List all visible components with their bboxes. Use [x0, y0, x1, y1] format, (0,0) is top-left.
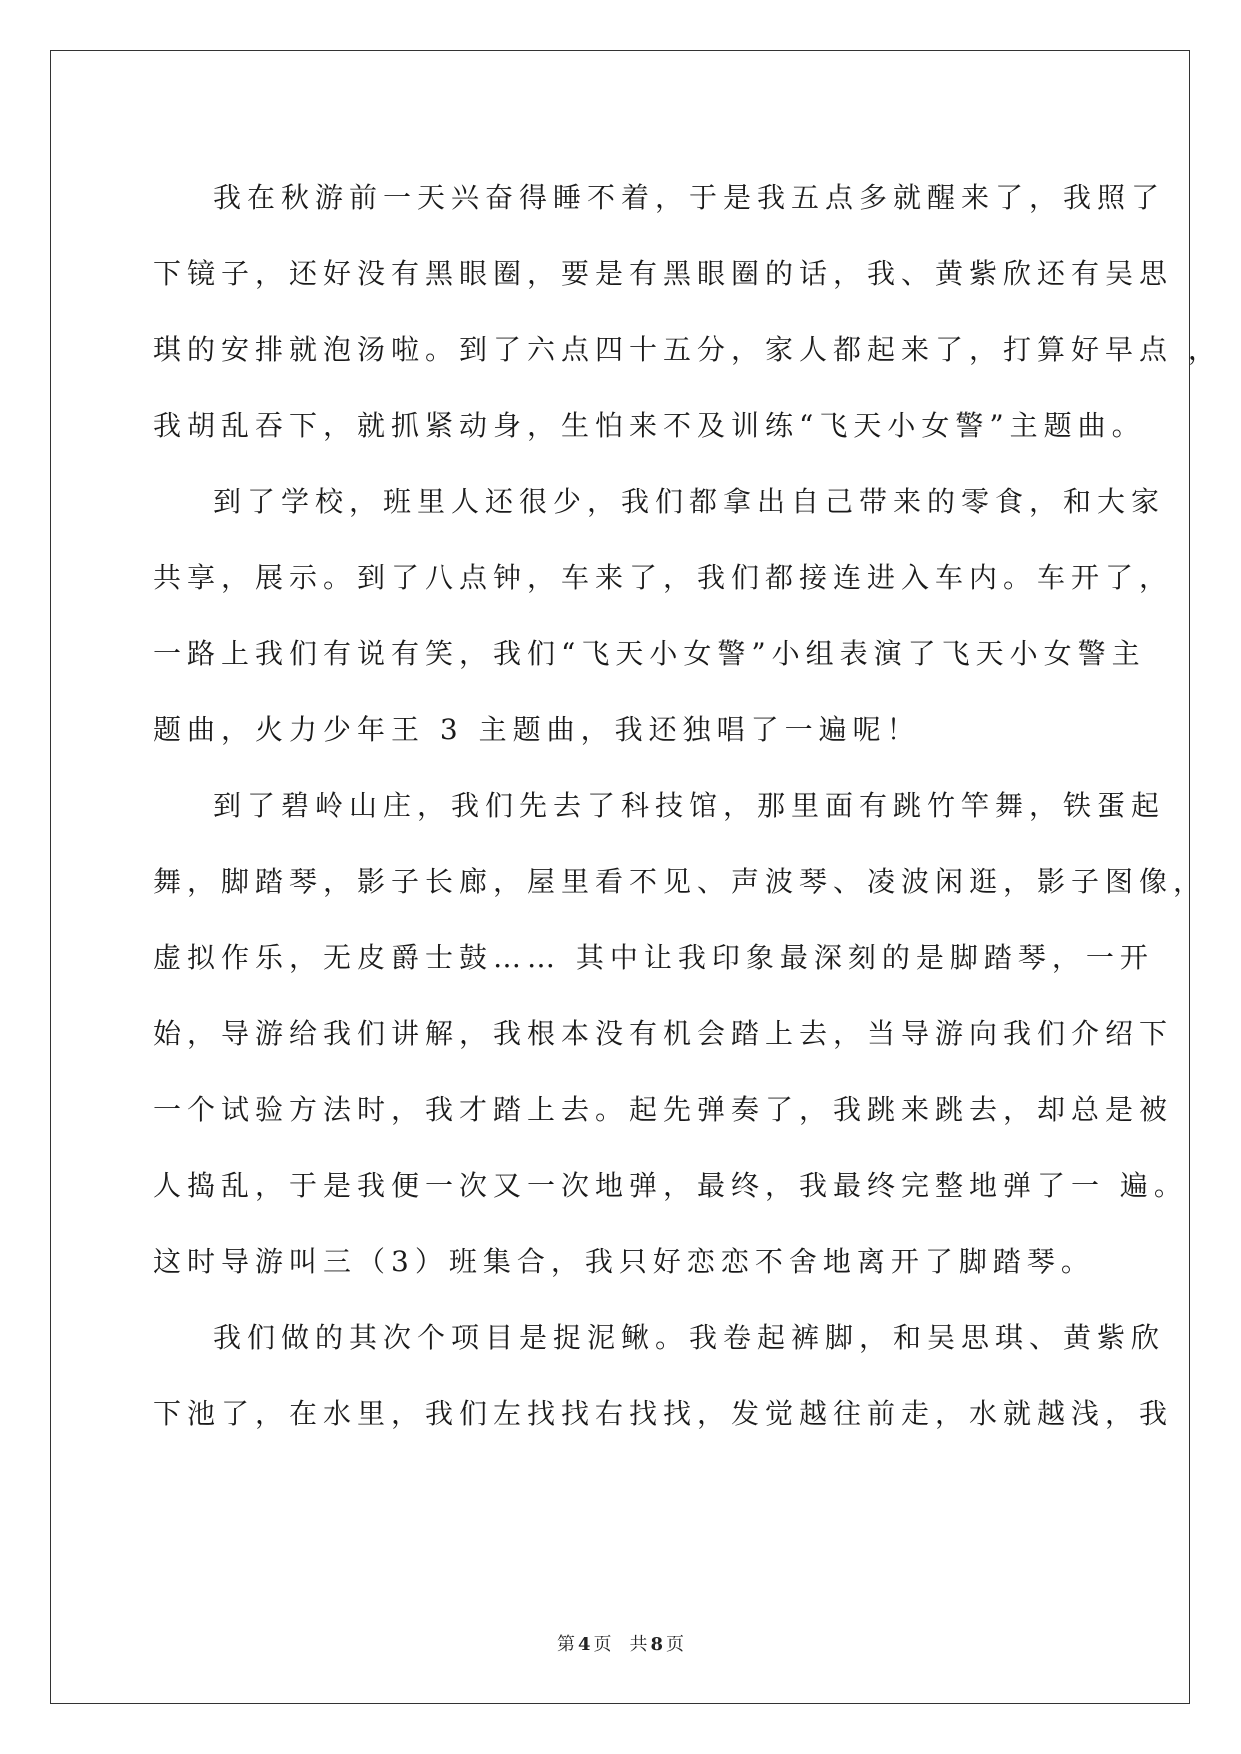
current-page-number: 4 [577, 1634, 591, 1655]
text-line: 我们做的其次个项目是捉泥鳅。我卷起裤脚，和吴思琪、黄紫欣 [213, 1321, 1166, 1354]
text-line: 人捣乱，于是我便一次又一次地弹，最终，我最终完整地弹了一 遍。 [153, 1169, 1188, 1202]
text-line: 我在秋游前一天兴奋得睡不着，于是我五点多就醒来了，我照了 [213, 181, 1166, 214]
text-line: 下镜子，还好没有黑眼圈，要是有黑眼圈的话，我、黄紫欣还有吴思 [153, 257, 1174, 290]
total-pages-number: 8 [650, 1634, 664, 1655]
text-line: 我胡乱吞下，就抓紧动身，生怕来不及训练“飞天小女警”主题曲。 [153, 409, 1146, 442]
text-line: 共享，展示。到了八点钟，车来了，我们都接连进入车内。车开了， [153, 561, 1174, 594]
text-line: 到了碧岭山庄，我们先去了科技馆，那里面有跳竹竿舞，铁蛋起 [213, 789, 1166, 822]
text-line: 到了学校，班里人还很少，我们都拿出自己带来的零食，和大家 [213, 485, 1166, 518]
text-line: 题曲，火力少年王 3 主题曲，我还独唱了一遍呢！ [153, 713, 921, 746]
footer-page-word: 页 [593, 1634, 612, 1655]
footer-total-prefix: 共 [629, 1634, 648, 1655]
text-line: 舞，脚踏琴，影子长廊，屋里看不见、声波琴、凌波闲逛，影子图像， [153, 865, 1208, 898]
text-line: 一路上我们有说有笑，我们“飞天小女警”小组表演了飞天小女警主 [153, 637, 1146, 670]
footer-total-suffix: 页 [666, 1634, 685, 1655]
text-line: 一个试验方法时，我才踏上去。起先弹奏了，我跳来跳去，却总是被 [153, 1093, 1174, 1126]
document-body [153, 160, 1222, 1452]
text-line: 虚拟作乐，无皮爵士鼓…… 其中让我印象最深刻的是脚踏琴，一开 [153, 941, 1154, 974]
footer-prefix: 第 [556, 1634, 575, 1655]
page-footer [0, 1630, 1241, 1656]
text-line: 这时导游叫三（3）班集合，我只好恋恋不舍地离开了脚踏琴。 [153, 1245, 1095, 1278]
text-line: 始，导游给我们讲解，我根本没有机会踏上去，当导游向我们介绍下 [153, 1017, 1174, 1050]
text-line: 下池了，在水里，我们左找找右找找，发觉越往前走，水就越浅，我 [153, 1397, 1174, 1430]
text-line: 琪的安排就泡汤啦。到了六点四十五分，家人都起来了，打算好早点 ， [153, 333, 1222, 366]
